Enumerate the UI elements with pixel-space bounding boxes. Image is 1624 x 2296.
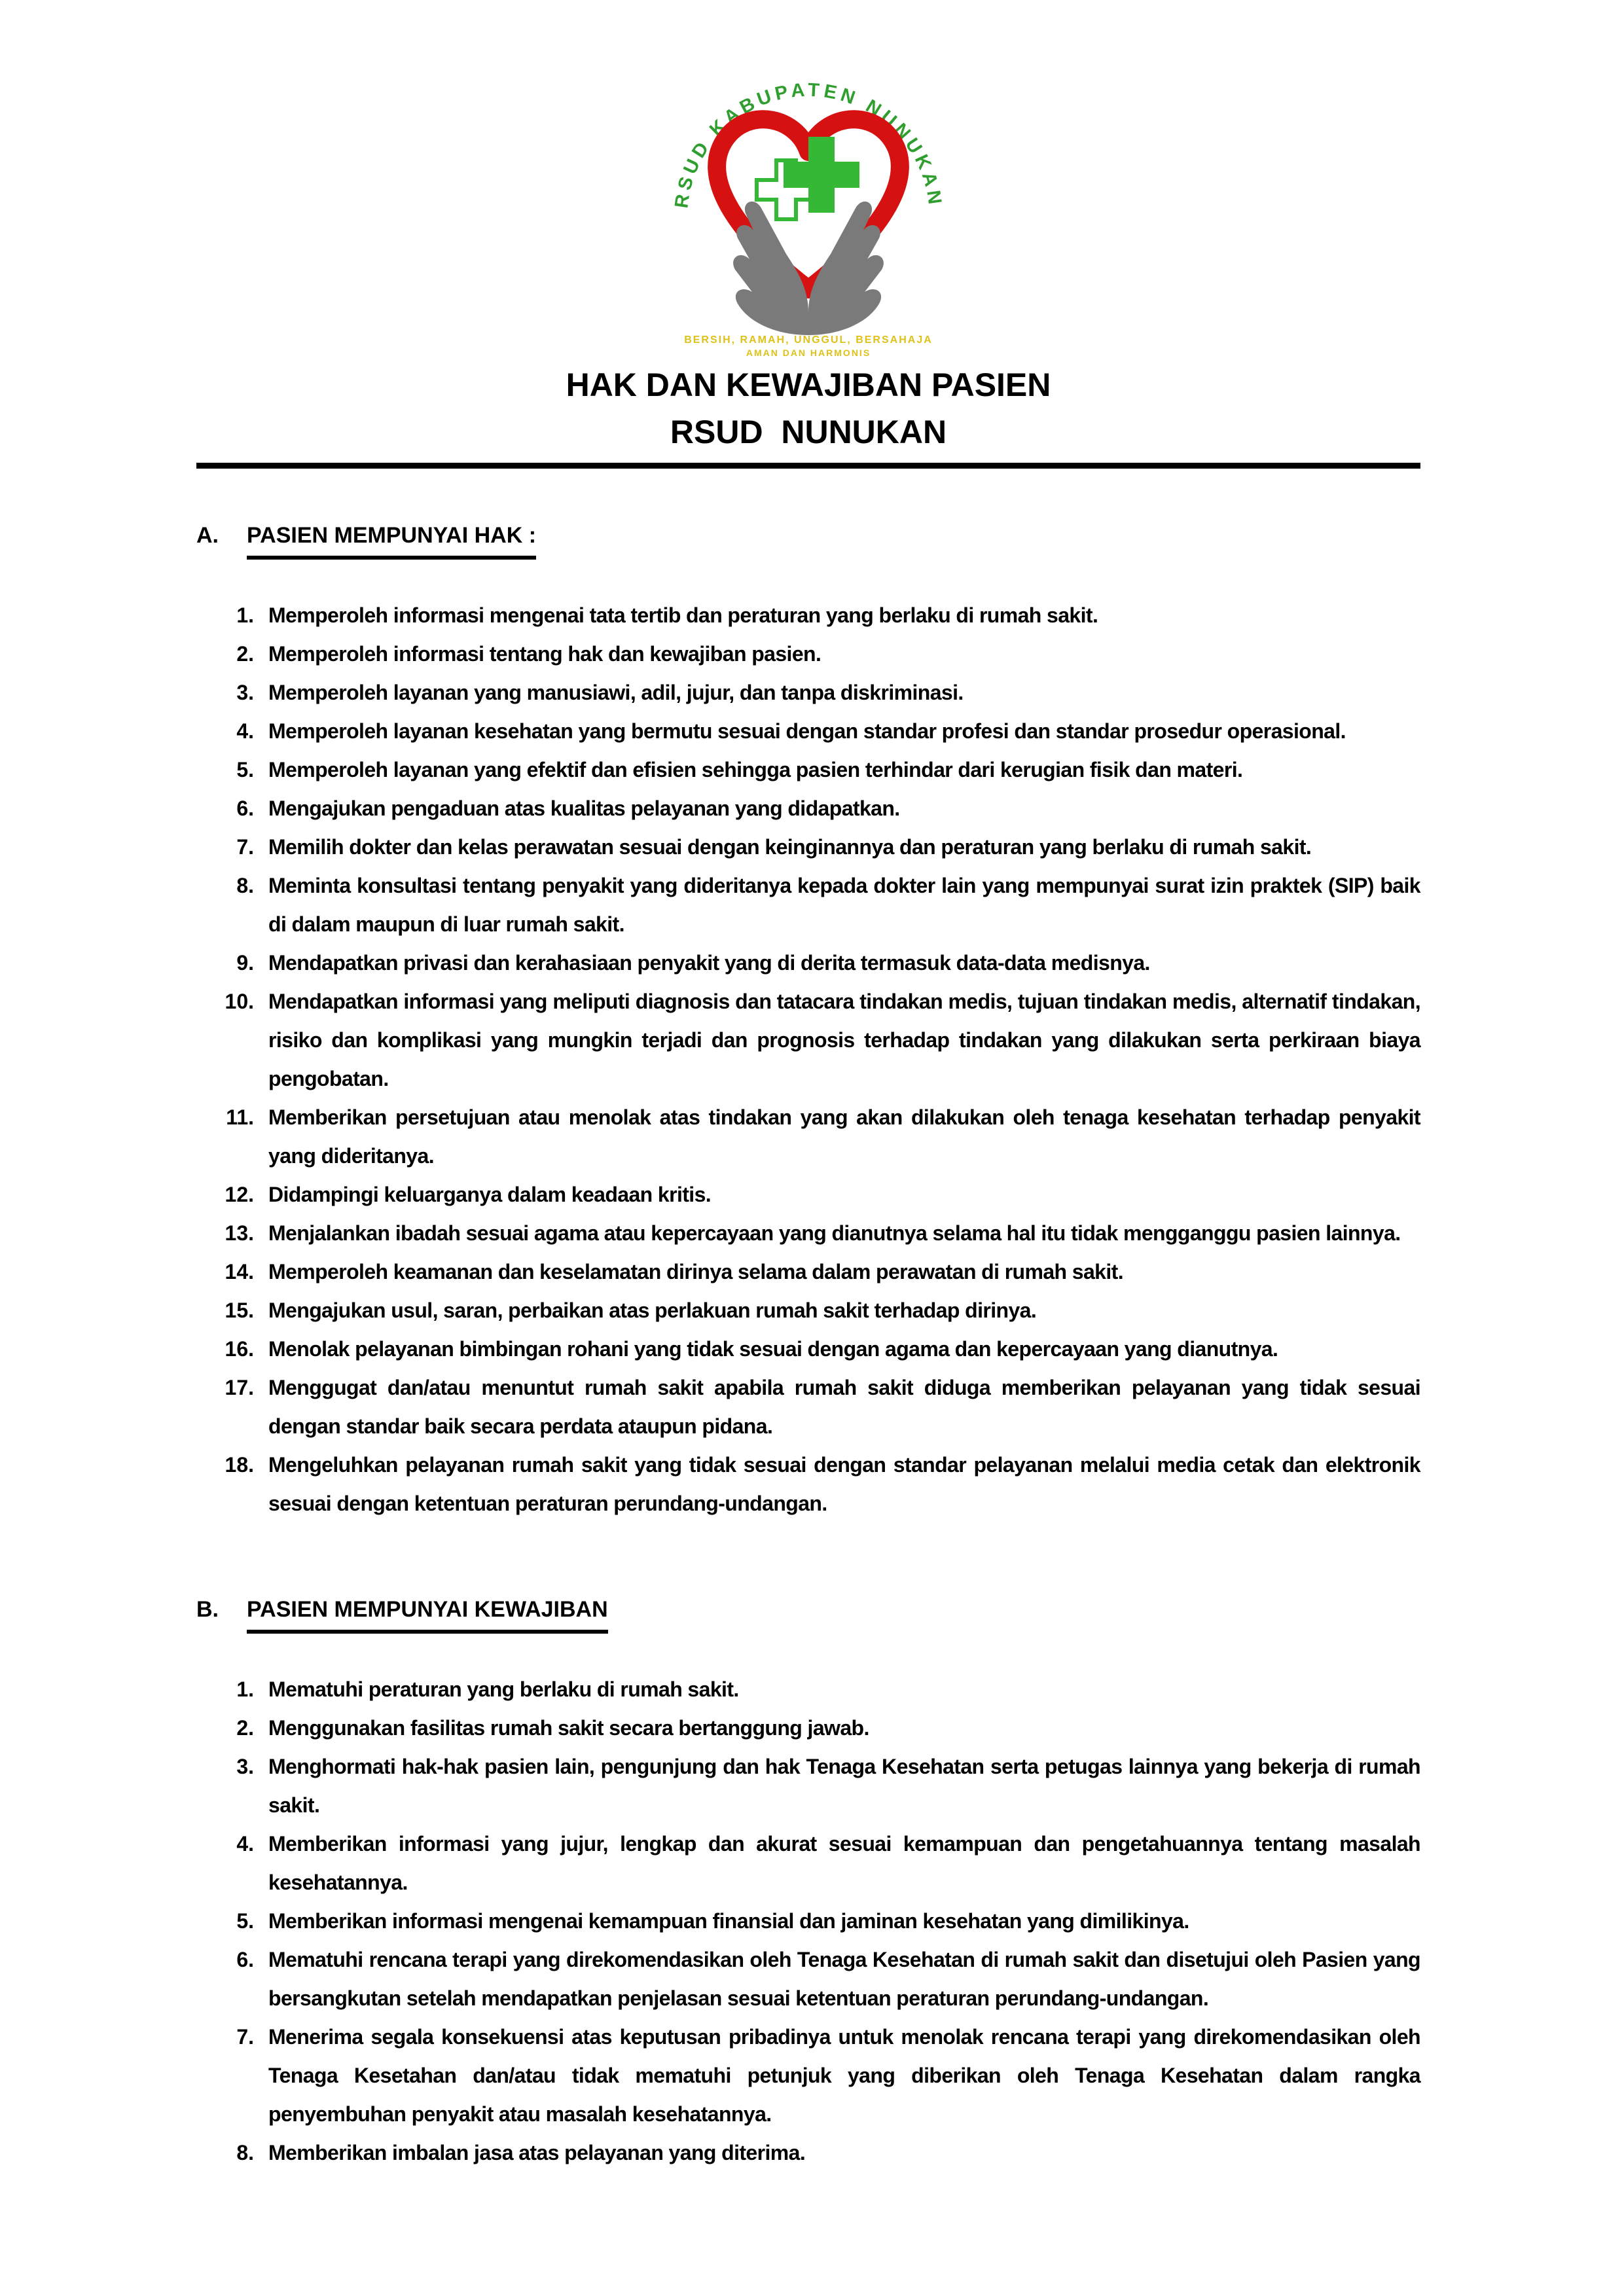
list-item: Menghormati hak-hak pasien lain, pengunjung dan hak Tenaga Kesehatan serta petugas lainnya yang bekerja di rumah sakit. <box>268 1755 1420 1817</box>
list-item: Mendapatkan informasi yang meliputi diagnosis dan tatacara tindakan medis, tujuan tindakan medis, alternatif tindakan, risiko dan komplikasi yang mungkin terjadi dan prognosis terhadap tindakan yang dilakukan serta perkiraan biaya pengobatan. <box>268 990 1420 1090</box>
page-title: HAK DAN KEWAJIBAN PASIEN <box>566 367 1051 403</box>
section-rights <box>196 520 1420 1523</box>
list-item: Memperoleh informasi tentang hak dan kewajiban pasien. <box>268 642 821 666</box>
list-item: Memperoleh layanan yang efektif dan efisien sehingga pasien terhindar dari kerugian fisik dan materi. <box>268 758 1243 781</box>
list-item: Memperoleh keamanan dan keselamatan dirinya selama dalam perawatan di rumah sakit. <box>268 1260 1124 1283</box>
list-item: Memilih dokter dan kelas perawatan sesuai dengan keinginannya dan peraturan yang berlaku di rumah sakit. <box>268 835 1312 859</box>
page-subtitle: RSUD NUNUKAN <box>670 414 947 450</box>
section-a-heading <box>196 520 1420 560</box>
list-item: Memberikan informasi mengenai kemampuan finansial dan jaminan kesehatan yang dimilikinya. <box>268 1909 1189 1933</box>
list-item: Meminta konsultasi tentang penyakit yang dideritanya kepada dokter lain yang mempunyai surat izin praktek (SIP) baik di dalam maupun di luar rumah sakit. <box>268 874 1420 936</box>
title-divider <box>196 463 1420 469</box>
section-b-title: PASIEN MEMPUNYAI KEWAJIBAN <box>247 1594 608 1634</box>
section-a-title: PASIEN MEMPUNYAI HAK : <box>247 520 536 560</box>
list-item: Mengajukan usul, saran, perbaikan atas perlakuan rumah sakit terhadap dirinya. <box>268 1299 1037 1322</box>
list-item: Didampingi keluarganya dalam keadaan kritis. <box>268 1183 712 1206</box>
obligations-list <box>196 1670 1420 2172</box>
list-item: Memperoleh layanan yang manusiawi, adil, jujur, dan tanpa diskriminasi. <box>268 681 964 704</box>
list-item: Memperoleh informasi mengenai tata tertib dan peraturan yang berlaku di rumah sakit. <box>268 603 1098 627</box>
list-item: Menggunakan fasilitas rumah sakit secara bertanggung jawab. <box>268 1716 869 1740</box>
list-item: Memperoleh layanan kesehatan yang bermutu sesuai dengan standar profesi dan standar prosedur operasional. <box>268 719 1346 743</box>
list-item: Menjalankan ibadah sesuai agama atau kepercayaan yang dianutnya selama hal itu tidak mengganggu pasien lainnya. <box>268 1221 1401 1245</box>
list-item: Mengajukan pengaduan atas kualitas pelayanan yang didapatkan. <box>268 797 900 820</box>
section-b-heading <box>196 1594 1420 1634</box>
logo-motto-line1: BERSIH, RAMAH, UNGGUL, BERSAHAJA <box>684 334 933 346</box>
section-b-label: B. <box>196 1597 219 1622</box>
list-item: Menggugat dan/atau menuntut rumah sakit apabila rumah sakit diduga memberikan pelayanan yang tidak sesuai dengan standar baik secara perdata ataupun pidana. <box>268 1376 1420 1438</box>
list-item: Mematuhi rencana terapi yang direkomendasikan oleh Tenaga Kesehatan di rumah sakit dan disetujui oleh Pasien yang bersangkutan setelah mendapatkan penjelasan sesuai ketentuan peraturan perundang-undangan. <box>268 1948 1420 2010</box>
hospital-logo-graphic <box>655 54 962 335</box>
hospital-logo <box>196 0 1420 358</box>
rights-list <box>196 596 1420 1523</box>
list-item: Memberikan informasi yang jujur, lengkap dan akurat sesuai kemampuan dan pengetahuannya tentang masalah kesehatannya. <box>268 1832 1420 1894</box>
section-a-label: A. <box>196 523 219 548</box>
logo-motto-line2: AMAN DAN HARMONIS <box>746 348 871 358</box>
list-item: Memberikan persetujuan atau menolak atas tindakan yang akan dilakukan oleh tenaga kesehatan terhadap penyakit yang dideritanya. <box>268 1105 1420 1168</box>
list-item: Mengeluhkan pelayanan rumah sakit yang tidak sesuai dengan standar pelayanan melalui media cetak dan elektronik sesuai dengan ketentuan peraturan perundang-undangan. <box>268 1453 1420 1515</box>
list-item: Menolak pelayanan bimbingan rohani yang tidak sesuai dengan agama dan kepercayaan yang dianutnya. <box>268 1337 1278 1361</box>
section-obligations <box>196 1594 1420 2172</box>
logo-arc-text: RSUD KABUPATEN NUNUKAN <box>671 79 946 209</box>
list-item: Menerima segala konsekuensi atas keputusan pribadinya untuk menolak rencana terapi yang direkomendasikan oleh Tenaga Kesetahan dan/atau tidak mematuhi petunjuk yang diberikan oleh Tenaga Kesehatan dalam rangka penyembuhan penyakit atau masalah kesehatannya. <box>268 2025 1420 2126</box>
list-item: Memberikan imbalan jasa atas pelayanan yang diterima. <box>268 2141 806 2164</box>
list-item: Mematuhi peraturan yang berlaku di rumah sakit. <box>268 1677 739 1701</box>
list-item: Mendapatkan privasi dan kerahasiaan penyakit yang di derita termasuk data-data medisnya. <box>268 951 1150 975</box>
